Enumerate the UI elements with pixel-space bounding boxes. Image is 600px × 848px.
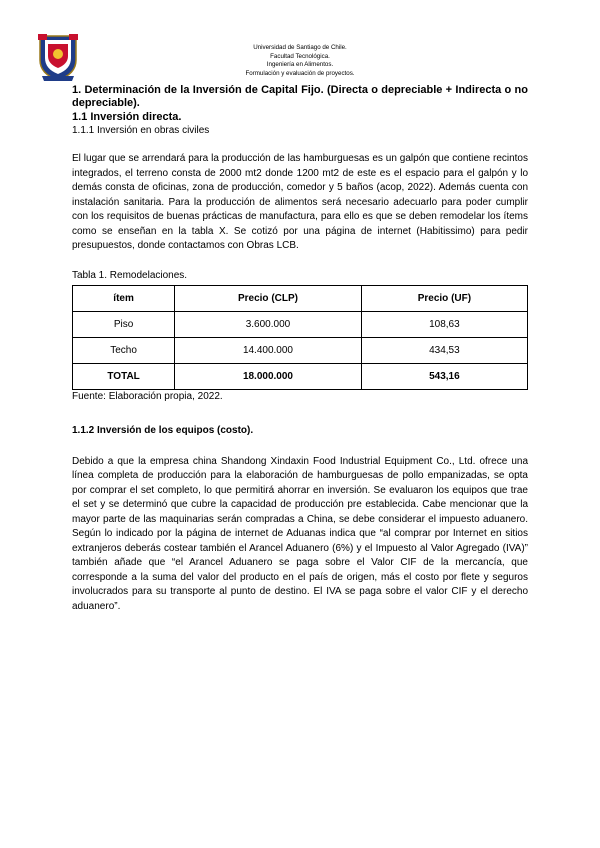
header-item: ítem <box>73 285 175 311</box>
section-1-title: 1. Determinación de la Inversión de Capital Fijo. (Directa o depreciable + Indirecta o no depreciable). <box>72 84 528 109</box>
cell-price-uf: 434,53 <box>361 337 527 363</box>
cell-item: Piso <box>73 311 175 337</box>
total-label: TOTAL <box>73 363 175 389</box>
header-university: Universidad de Santiago de Chile. <box>253 44 347 51</box>
total-price-clp: 18.000.000 <box>175 363 362 389</box>
document-body <box>72 84 528 614</box>
table-caption: Tabla 1. Remodelaciones. <box>72 269 188 281</box>
table-total-row <box>73 363 528 389</box>
cell-price-clp: 3.600.000 <box>175 311 362 337</box>
table-source: Fuente: Elaboración propia, 2022. <box>72 390 223 402</box>
equipment-paragraph: Debido a que la empresa china Shandong Xindaxin Food Industrial Equipment Co., Ltd. ofrece una línea completa de producción para la elaboración de hamburguesas de pollo empanizadas, se opta por comprar el set completo, lo que permitirá ahorrar en inversión. Se evaluaron los equipos que trae el set y se determinó que cubre la capacidad de producción pre establecida. Cabe mencionar que la mayor parte de las maquinarias serán compradas a China, se debe considerar el impuesto aduanero. Según lo indicado por la página de internet de Aduanas indica que “al comprar por Internet en sitios extranjeros deberás costear también el Arancel Aduanero (6%) y el Impuesto al Valor Agregado (IVA)” también añade que “el Arancel Aduanero se paga sobre el Valor CIF de la mercancía, que corresponde a la suma del valor del producto en el país de origen, más el costo por flete y seguros involucrados para su transporte al punto de destino. El IVA se paga sobre el valor CIF y el derecho aduanero”. <box>72 455 528 612</box>
header-price-clp: Precio (CLP) <box>175 285 362 311</box>
cell-price-clp: 14.400.000 <box>175 337 362 363</box>
header-program: Ingeniería en Alimentos. <box>266 61 334 68</box>
civil-works-paragraph: El lugar que se arrendará para la producción de las hamburguesas es un galpón que contiene recintos integrados, el terreno consta de 2000 mt2 donde 1200 mt2 de este es el espacio para el galpón y lo demás consta de oficinas, zona de producción, comedor y 5 baños (acop, 2022). Además cuenta con instalación sanitaria. Para la producción de alimentos será necesario adecuarlo para poder cumplir con los requisitos de buenas prácticas de manufactura, para ello es que se deben remodelar los ítems como se enseñan en la tabla X. Se cotizó por una página de internet (Habitissimo) para pedir presupuestos, donde contactamos con Obras LCB. <box>72 153 528 251</box>
total-price-uf: 543,16 <box>361 363 527 389</box>
table-row <box>73 337 528 363</box>
cell-item: Techo <box>73 337 175 363</box>
header-course: Formulación y evaluación de proyectos. <box>245 69 355 77</box>
header-price-uf: Precio (UF) <box>361 285 527 311</box>
section-1-1-1-title: 1.1.1 Inversión en obras civiles <box>72 125 210 136</box>
table-row <box>73 311 528 337</box>
document-header <box>200 44 400 78</box>
section-1-1-title: 1.1 Inversión directa. <box>72 111 182 123</box>
header-faculty: Facultad Tecnológica. <box>270 52 330 60</box>
section-1-1-2-title: 1.1.2 Inversión de los equipos (costo). <box>72 424 254 436</box>
cell-price-uf: 108,63 <box>361 311 527 337</box>
university-crest-icon <box>36 32 80 82</box>
table-header-row <box>73 285 528 311</box>
remodeling-table <box>72 285 528 390</box>
